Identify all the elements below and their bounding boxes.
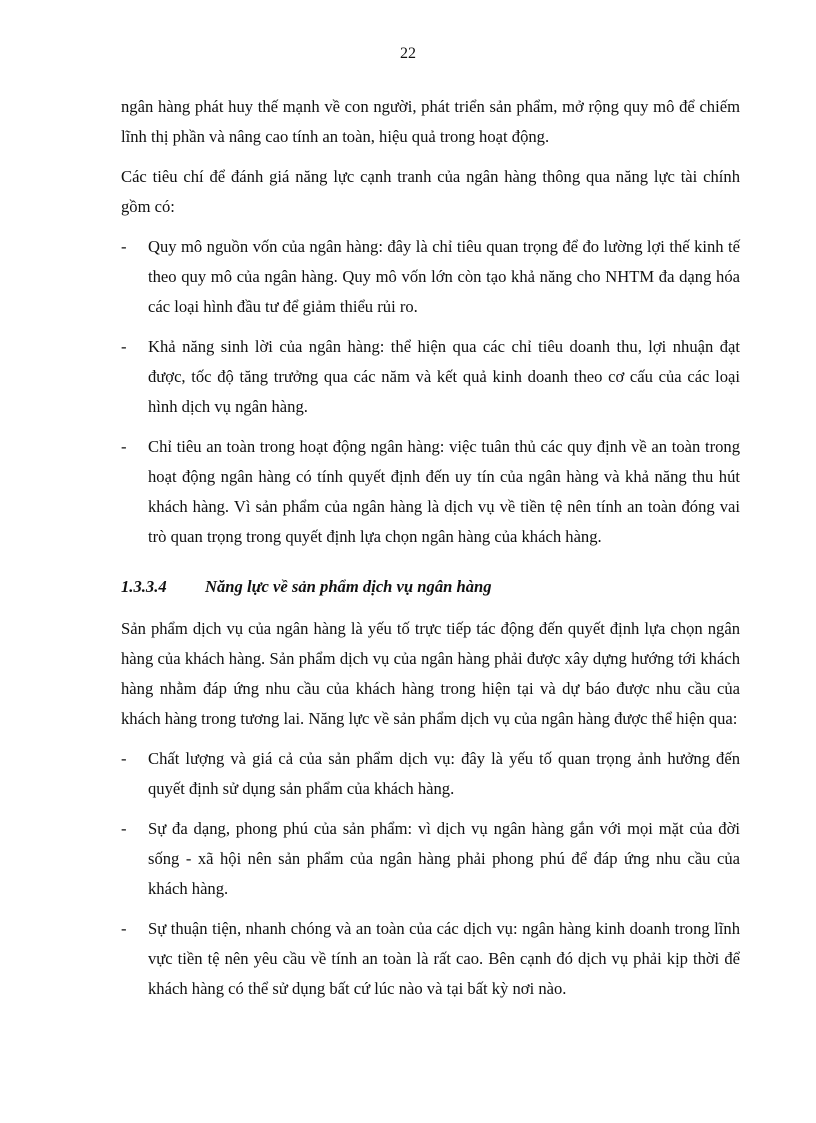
list-item-text: Chỉ tiêu an toàn trong hoạt động ngân hàng: việc tuân thủ các quy định về an toàn trong hoạt động ngân hàng có tính quyết định đến uy tín của ngân hàng và khả năng thu hút khách hàng. Vì sản phẩm của ngân hàng là dịch vụ về tiền tệ nên tính an toàn đóng vai trò quan trọng trong quyết định lựa chọn ngân hàng của khách hàng. bbox=[148, 437, 740, 546]
list-item-text: Sự đa dạng, phong phú của sản phẩm: vì dịch vụ ngân hàng gắn với mọi mặt của đời sống - xã hội nên sản phẩm của ngân hàng phải phong phú để đáp ứng nhu cầu của khách hàng. bbox=[148, 819, 740, 898]
list-item-capital-scale bbox=[121, 232, 740, 322]
list-item-quality-price bbox=[121, 744, 740, 804]
bullet-dash: - bbox=[121, 437, 127, 456]
bullet-dash: - bbox=[121, 749, 127, 768]
list-item-profitability bbox=[121, 332, 740, 422]
paragraph-products: Sản phẩm dịch vụ của ngân hàng là yếu tố trực tiếp tác động đến quyết định lựa chọn ngân hàng của khách hàng. Sản phẩm dịch vụ của ngân hàng phải được xây dựng hướng tới khách hàng nhằm đáp ứng nhu cầu của khách hàng trong hiện tại và dự báo được nhu cầu của khách hàng trong tương lai. Năng lực về sản phẩm dịch vụ của ngân hàng được thể hiện qua: bbox=[121, 619, 740, 728]
section-heading bbox=[121, 572, 740, 602]
list-item-text: Chất lượng và giá cả của sản phẩm dịch vụ: đây là yếu tố quan trọng ảnh hưởng đến quyết định sử dụng sản phẩm của khách hàng. bbox=[148, 749, 740, 798]
bullet-dash: - bbox=[121, 919, 127, 938]
list-item-text: Khả năng sinh lời của ngân hàng: thể hiện qua các chỉ tiêu doanh thu, lợi nhuận đạt được, tốc độ tăng trưởng qua các năm và kết quả kinh doanh theo cơ cấu của các loại hình dịch vụ ngân hàng. bbox=[148, 337, 740, 416]
section-number: 1.3.3.4 bbox=[121, 577, 167, 596]
paragraph-criteria: Các tiêu chí để đánh giá năng lực cạnh tranh của ngân hàng thông qua năng lực tài chính gồm có: bbox=[121, 167, 740, 216]
paragraph-intro: ngân hàng phát huy thế mạnh về con người, phát triển sản phẩm, mở rộng quy mô để chiếm lĩnh thị phần và nâng cao tính an toàn, hiệu quả trong hoạt động. bbox=[121, 97, 740, 146]
list-item-safety bbox=[121, 432, 740, 552]
list-item-convenience bbox=[121, 914, 740, 1004]
list-item-text: Quy mô nguồn vốn của ngân hàng: đây là chỉ tiêu quan trọng để đo lường lợi thế kinh tế theo quy mô của ngân hàng. Quy mô vốn lớn còn tạo khả năng cho NHTM đa dạng hóa các loại hình đầu tư để giảm thiểu rủi ro. bbox=[148, 237, 740, 316]
section-title: Năng lực về sản phẩm dịch vụ ngân hàng bbox=[205, 577, 492, 596]
document-body bbox=[121, 92, 740, 1014]
list-item-text: Sự thuận tiện, nhanh chóng và an toàn của các dịch vụ: ngân hàng kinh doanh trong lĩnh vực tiền tệ nên yêu cầu về tính an toàn là rất cao. Bên cạnh đó dịch vụ phải kịp thời để khách hàng có thể sử dụng bất cứ lúc nào và tại bất kỳ nơi nào. bbox=[148, 919, 740, 998]
list-item-diversity bbox=[121, 814, 740, 904]
bullet-dash: - bbox=[121, 237, 127, 256]
bullet-dash: - bbox=[121, 819, 127, 838]
page-number: 22 bbox=[400, 45, 416, 62]
bullet-dash: - bbox=[121, 337, 127, 356]
